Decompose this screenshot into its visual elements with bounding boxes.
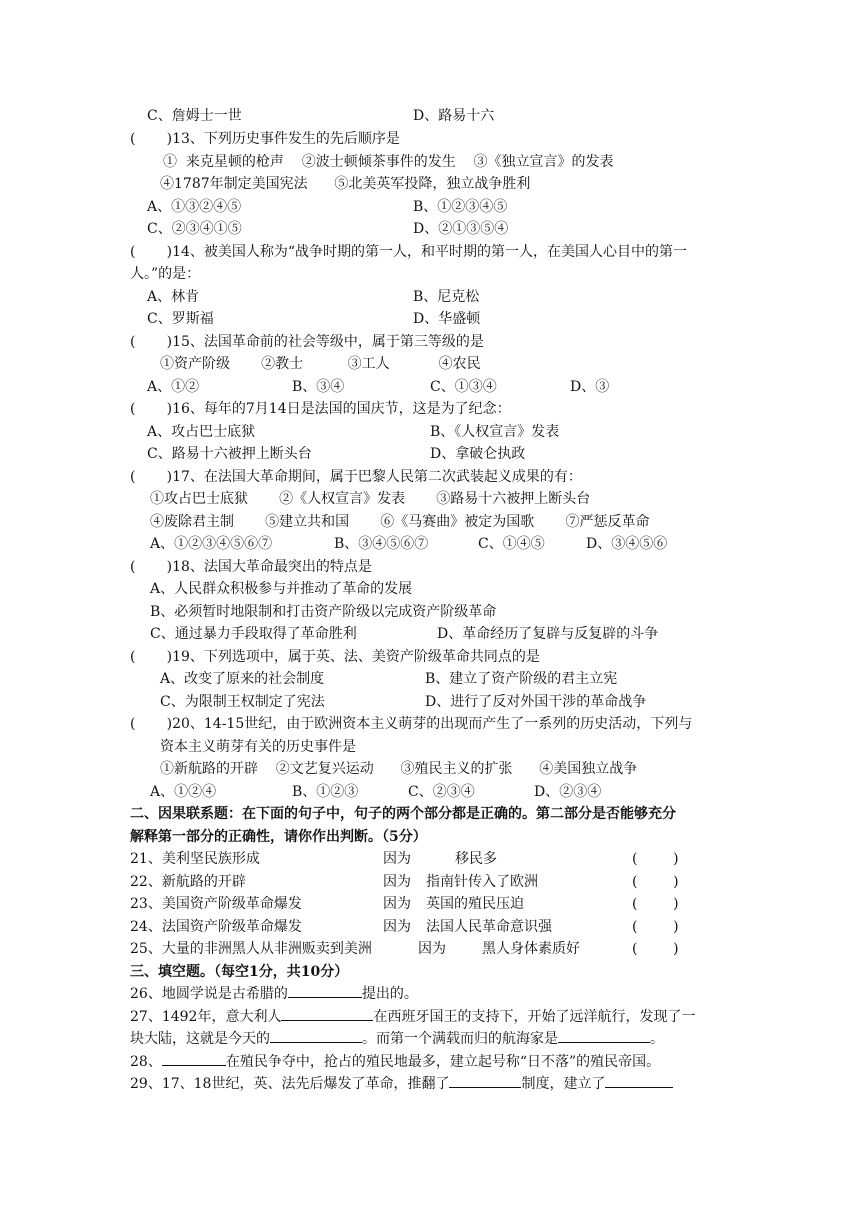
q27-text-c: 块大陆，这就是今天的	[130, 1031, 270, 1047]
row-question: 23、美国资产阶级革命爆发	[130, 896, 302, 912]
q27-text-b: 在西班牙国王的支持下，开始了远洋航行，发现了一	[373, 1009, 696, 1025]
q20-stem-line2: 资本主义萌芽有关的历史事件是	[160, 739, 356, 755]
q27-text-e: 。	[650, 1031, 664, 1047]
q29-text-a: 29、17、18世纪，英、法先后爆发了革命，推翻了	[130, 1076, 450, 1092]
answer-blank[interactable]: ( )	[632, 896, 679, 912]
q17-items-line1: ①攻占巴士底狱 ②《人权宣言》发表 ③路易十六被押上断头台	[150, 491, 591, 507]
row-question: 25、大量的非洲黑人从非洲贩卖到美洲	[130, 941, 372, 957]
q17-stem: ( )17、在法国大革命期间，属于巴黎人民第二次武装起义成果的有：	[130, 469, 582, 485]
q28-line	[130, 1051, 660, 1073]
q19-stem: ( )19、下列选项中，属于英、法、美资产阶级革命共同点的是	[130, 649, 540, 665]
q26-text-b: 提出的。	[361, 986, 418, 1002]
q27-blank-1[interactable]	[281, 1006, 373, 1021]
row-because: 因为	[383, 874, 411, 890]
q26-line	[130, 983, 418, 1005]
row-question: 24、法国资产阶级革命爆发	[130, 919, 302, 935]
row-because: 因为	[418, 941, 446, 957]
q27-line2	[130, 1028, 664, 1050]
q13-stem: ( )13、下列历史事件发生的先后顺序是	[130, 131, 400, 147]
q18-option-d: D、革命经历了复辟与反复辟的斗争	[437, 626, 659, 642]
q27-blank-2[interactable]	[270, 1028, 362, 1043]
q26-text-a: 26、地圆学说是古希腊的	[130, 986, 288, 1002]
answer-blank[interactable]: ( )	[632, 874, 679, 890]
q16-option-b: B、《人权宣言》发表	[430, 424, 560, 440]
q27-blank-3[interactable]	[558, 1028, 650, 1043]
q12-option-c: C、詹姆士一世	[147, 108, 242, 124]
q14-stem-line1: ( )14、被美国人称为“战争时期的第一人，和平时期的第一人，在美国人心目中的第一	[130, 244, 688, 260]
q17-option-a: A、①②③④⑤⑥⑦	[150, 536, 273, 552]
q17-items-line2: ④废除君主制 ⑤建立共和国 ⑥《马赛曲》被定为国歌 ⑦严惩反革命	[150, 514, 650, 530]
q20-option-d: D、②③④	[534, 784, 602, 800]
q16-option-d: D、拿破仑执政	[430, 446, 526, 462]
q13-items-line2: ④1787年制定美国宪法 ⑤北美英军投降，独立战争胜利	[160, 176, 531, 192]
q19-option-c: C、为限制王权制定了宪法	[160, 694, 325, 710]
row-reason: 黑人身体素质好	[482, 941, 580, 957]
q28-text-a: 28、	[130, 1054, 162, 1070]
q16-option-c: C、路易十六被押上断头台	[147, 446, 312, 462]
q18-stem: ( )18、法国大革命最突出的特点是	[130, 559, 372, 575]
q19-option-b: B、建立了资产阶级的君主立宪	[425, 671, 618, 687]
q20-option-c: C、②③④	[408, 784, 475, 800]
q29-blank-2[interactable]	[605, 1073, 673, 1088]
row-reason: 指南针传入了欧洲	[426, 874, 538, 890]
q20-option-a: A、①②④	[150, 784, 217, 800]
row-because: 因为	[383, 919, 411, 935]
row-because: 因为	[383, 851, 411, 867]
q15-stem: ( )15、法国革命前的社会等级中，属于第三等级的是	[130, 334, 484, 350]
q15-option-d: D、③	[570, 379, 610, 395]
q27-text-a: 27、1492年，意大利人	[130, 1009, 282, 1025]
q29-text-b: 制度，建立了	[521, 1076, 606, 1092]
q14-option-c: C、罗斯福	[147, 311, 214, 327]
q19-option-a: A、改变了原来的社会制度	[160, 671, 325, 687]
q15-option-b: B、③④	[292, 379, 345, 395]
section3-title: 三、填空题。（每空1分，共10分）	[130, 964, 349, 980]
row-question: 22、新航路的开辟	[130, 874, 246, 890]
q18-option-b: B、必须暂时地限制和打击资产阶级以完成资产阶级革命	[150, 604, 497, 620]
q18-option-c: C、通过暴力手段取得了革命胜利	[150, 626, 357, 642]
q13-items-line1: ① 来克星顿的枪声 ②波士顿倾茶事件的发生 ③《独立宣言》的发表	[163, 154, 614, 170]
q27-text-d: 。而第一个满载而归的航海家是	[362, 1031, 558, 1047]
row-reason: 英国的殖民压迫	[426, 896, 524, 912]
q12-option-d: D、路易十六	[413, 108, 495, 124]
row-reason: 法国人民革命意识强	[426, 919, 552, 935]
q16-option-a: A、攻占巴士底狱	[147, 424, 256, 440]
q19-option-d: D、进行了反对外国干涉的革命战争	[425, 694, 647, 710]
q20-items: ①新航路的开辟 ②文艺复兴运动 ③殖民主义的扩张 ④美国独立战争	[160, 761, 638, 777]
q16-stem: ( )16、每年的7月14日是法国的国庆节，这是为了纪念：	[130, 401, 511, 417]
q14-option-b: B、尼克松	[413, 289, 480, 305]
q20-option-b: B、①②③	[292, 784, 359, 800]
q28-text-b: 在殖民争夺中，抢占的殖民地最多，建立起号称“日不落”的殖民帝国。	[225, 1054, 661, 1070]
answer-blank[interactable]: ( )	[632, 941, 679, 957]
q17-option-d: D、③④⑤⑥	[586, 536, 668, 552]
q15-items: ①资产阶级 ②教士 ③工人 ④农民	[160, 356, 481, 372]
q27-line1	[130, 1006, 695, 1028]
q15-option-c: C、①③④	[430, 379, 497, 395]
q29-line	[130, 1073, 673, 1095]
q26-blank[interactable]	[288, 983, 362, 998]
q20-stem-line1: ( )20、14-15世纪，由于欧洲资本主义萌芽的出现而产生了一系列的历史活动，下列与	[130, 716, 693, 732]
q17-option-c: C、①④⑤	[478, 536, 545, 552]
q14-option-d: D、华盛顿	[413, 311, 481, 327]
q28-blank[interactable]	[162, 1051, 226, 1066]
q13-option-c: C、②③④①⑤	[147, 221, 242, 237]
section2-title-line2: 解释第一部分的正确性，请你作出判断。（5分）	[130, 829, 427, 845]
row-question: 21、美利坚民族形成	[130, 851, 260, 867]
q13-option-a: A、①③②④⑤	[147, 199, 242, 215]
answer-blank[interactable]: ( )	[632, 851, 679, 867]
row-because: 因为	[383, 896, 411, 912]
q13-option-b: B、①②③④⑤	[413, 199, 508, 215]
q29-blank-1[interactable]	[449, 1073, 521, 1088]
q18-option-a: A、人民群众积极参与并推动了革命的发展	[150, 581, 413, 597]
q17-option-b: B、③④⑤⑥⑦	[334, 536, 429, 552]
section2-title-line1: 二、因果联系题：在下面的句子中，句子的两个部分都是正确的。第二部分是否能够充分	[130, 806, 676, 822]
q13-option-d: D、②①③⑤④	[413, 221, 509, 237]
q14-stem-line2: 人。”的是：	[130, 266, 201, 282]
answer-blank[interactable]: ( )	[632, 919, 679, 935]
q14-option-a: A、林肯	[147, 289, 200, 305]
q15-option-a: A、①②	[147, 379, 200, 395]
row-reason: 移民多	[455, 851, 497, 867]
